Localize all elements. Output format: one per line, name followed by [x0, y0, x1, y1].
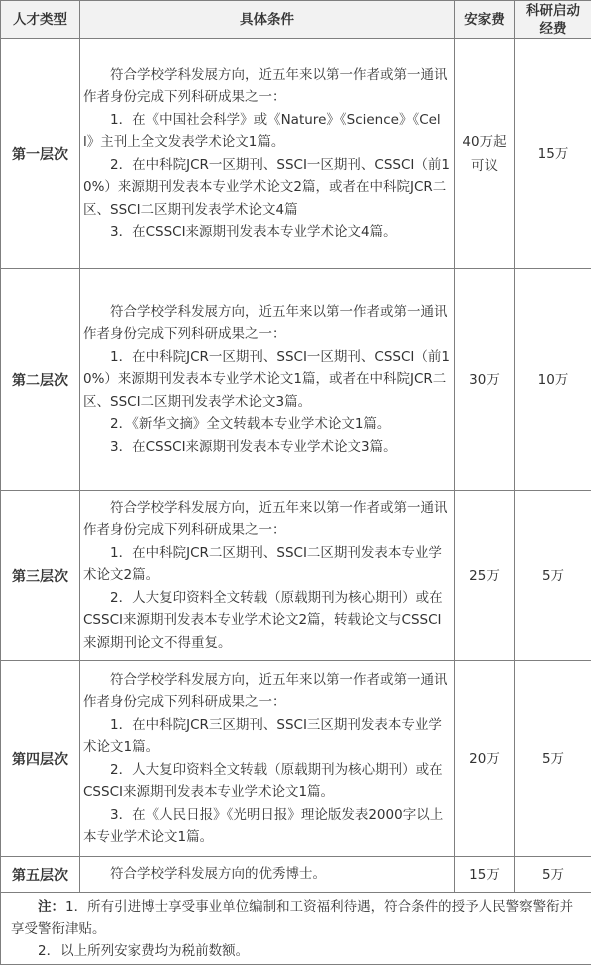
condition-line: 2．人大复印资料全文转载（原载期刊为核心期刊）或在CSSCI来源期刊发表本专业学术论文2篇，转载论文与CSSCI来源期刊论文不得重复。 [83, 589, 443, 651]
tier-label: 第五层次 [1, 857, 80, 893]
tier-conditions [80, 269, 455, 491]
settle-fee-value: 15万 [455, 857, 515, 893]
condition-line: 1．在《中国社会科学》或《Nature》《Science》《Cell》主刊上全文发表学术论文1篇。 [83, 111, 441, 150]
header-type: 人才类型 [1, 1, 80, 39]
condition-line: 符合学校学科发展方向，近五年来以第一作者或第一通讯作者身份完成下列科研成果之一： [83, 303, 448, 343]
table-row [1, 857, 591, 893]
tier-conditions [80, 491, 455, 661]
header-conditions: 具体条件 [80, 1, 455, 39]
condition-line: 3．在CSSCI来源期刊发表本专业学术论文3篇。 [110, 438, 397, 455]
tier-label: 第一层次 [1, 39, 80, 269]
tier-label: 第三层次 [1, 491, 80, 661]
condition-line: 2．《新华文摘》全文转载本专业学术论文1篇。 [110, 416, 391, 433]
table-row [1, 269, 591, 491]
table-row [1, 491, 591, 661]
research-fund-value: 5万 [515, 491, 591, 661]
note-text-1: 1．所有引进博士享受事业单位编制和工资福利待遇，符合条件的授予人民警察警衔并享受警衔津贴。 [11, 898, 574, 937]
note-line-2: 2．以上所列安家费均为税前数额。 [38, 942, 250, 959]
condition-line: 1．在中科院JCR三区期刊、SSCI三区期刊发表本专业学术论文1篇。 [83, 716, 442, 755]
tier-conditions [80, 857, 455, 893]
tier-conditions [80, 39, 455, 269]
condition-line: 符合学校学科发展方向，近五年来以第一作者或第一通讯作者身份完成下列科研成果之一： [83, 66, 448, 105]
research-fund-value: 15万 [515, 39, 591, 269]
condition-line: 2．人大复印资料全文转载（原载期刊为核心期刊）或在CSSCI来源期刊发表本专业学术论文1篇。 [83, 761, 443, 800]
note-label: 注： [38, 898, 65, 915]
condition-line: 符合学校学科发展方向的优秀博士。 [110, 866, 326, 883]
research-fund-value: 5万 [515, 661, 591, 857]
header-research-fund: 科研启动经费 [515, 1, 591, 39]
table-row [1, 661, 591, 857]
note-cell [1, 893, 591, 965]
note-row [1, 893, 591, 965]
tier-conditions [80, 661, 455, 857]
tier-label: 第四层次 [1, 661, 80, 857]
tier-label: 第二层次 [1, 269, 80, 491]
settle-fee-value: 25万 [455, 491, 515, 661]
research-fund-value: 10万 [515, 269, 591, 491]
condition-line: 2．在中科院JCR一区期刊、SSCI一区期刊、CSSCI（前10%）来源期刊发表本专业学术论文2篇，或者在中科院JCR二区、SSCI二区期刊发表学术论文4篇 [83, 156, 450, 218]
settle-fee-value: 40万起可议 [455, 39, 515, 269]
settle-fee-value: 20万 [455, 661, 515, 857]
condition-line: 1．在中科院JCR一区期刊、SSCI一区期刊、CSSCI（前10%）来源期刊发表本专业学术论文1篇，或者在中科院JCR二区、SSCI二区期刊发表学术论文3篇。 [83, 348, 450, 410]
condition-line: 3．在CSSCI来源期刊发表本专业学术论文4篇。 [110, 224, 397, 240]
condition-line: 符合学校学科发展方向，近五年来以第一作者或第一通讯作者身份完成下列科研成果之一： [83, 671, 448, 710]
table-header-row [1, 1, 591, 39]
condition-line: 3．在《人民日报》《光明日报》理论版发表2000字以上本专业学术论文1篇。 [83, 806, 444, 845]
settle-fee-value: 30万 [455, 269, 515, 491]
header-settle-fee: 安家费 [455, 1, 515, 39]
condition-line: 符合学校学科发展方向，近五年来以第一作者或第一通讯作者身份完成下列科研成果之一： [83, 499, 448, 539]
note-line-1 [11, 896, 585, 940]
condition-line: 1．在中科院JCR二区期刊、SSCI二区期刊发表本专业学术论文2篇。 [83, 544, 442, 584]
research-fund-value: 5万 [515, 857, 591, 893]
table-row [1, 39, 591, 269]
